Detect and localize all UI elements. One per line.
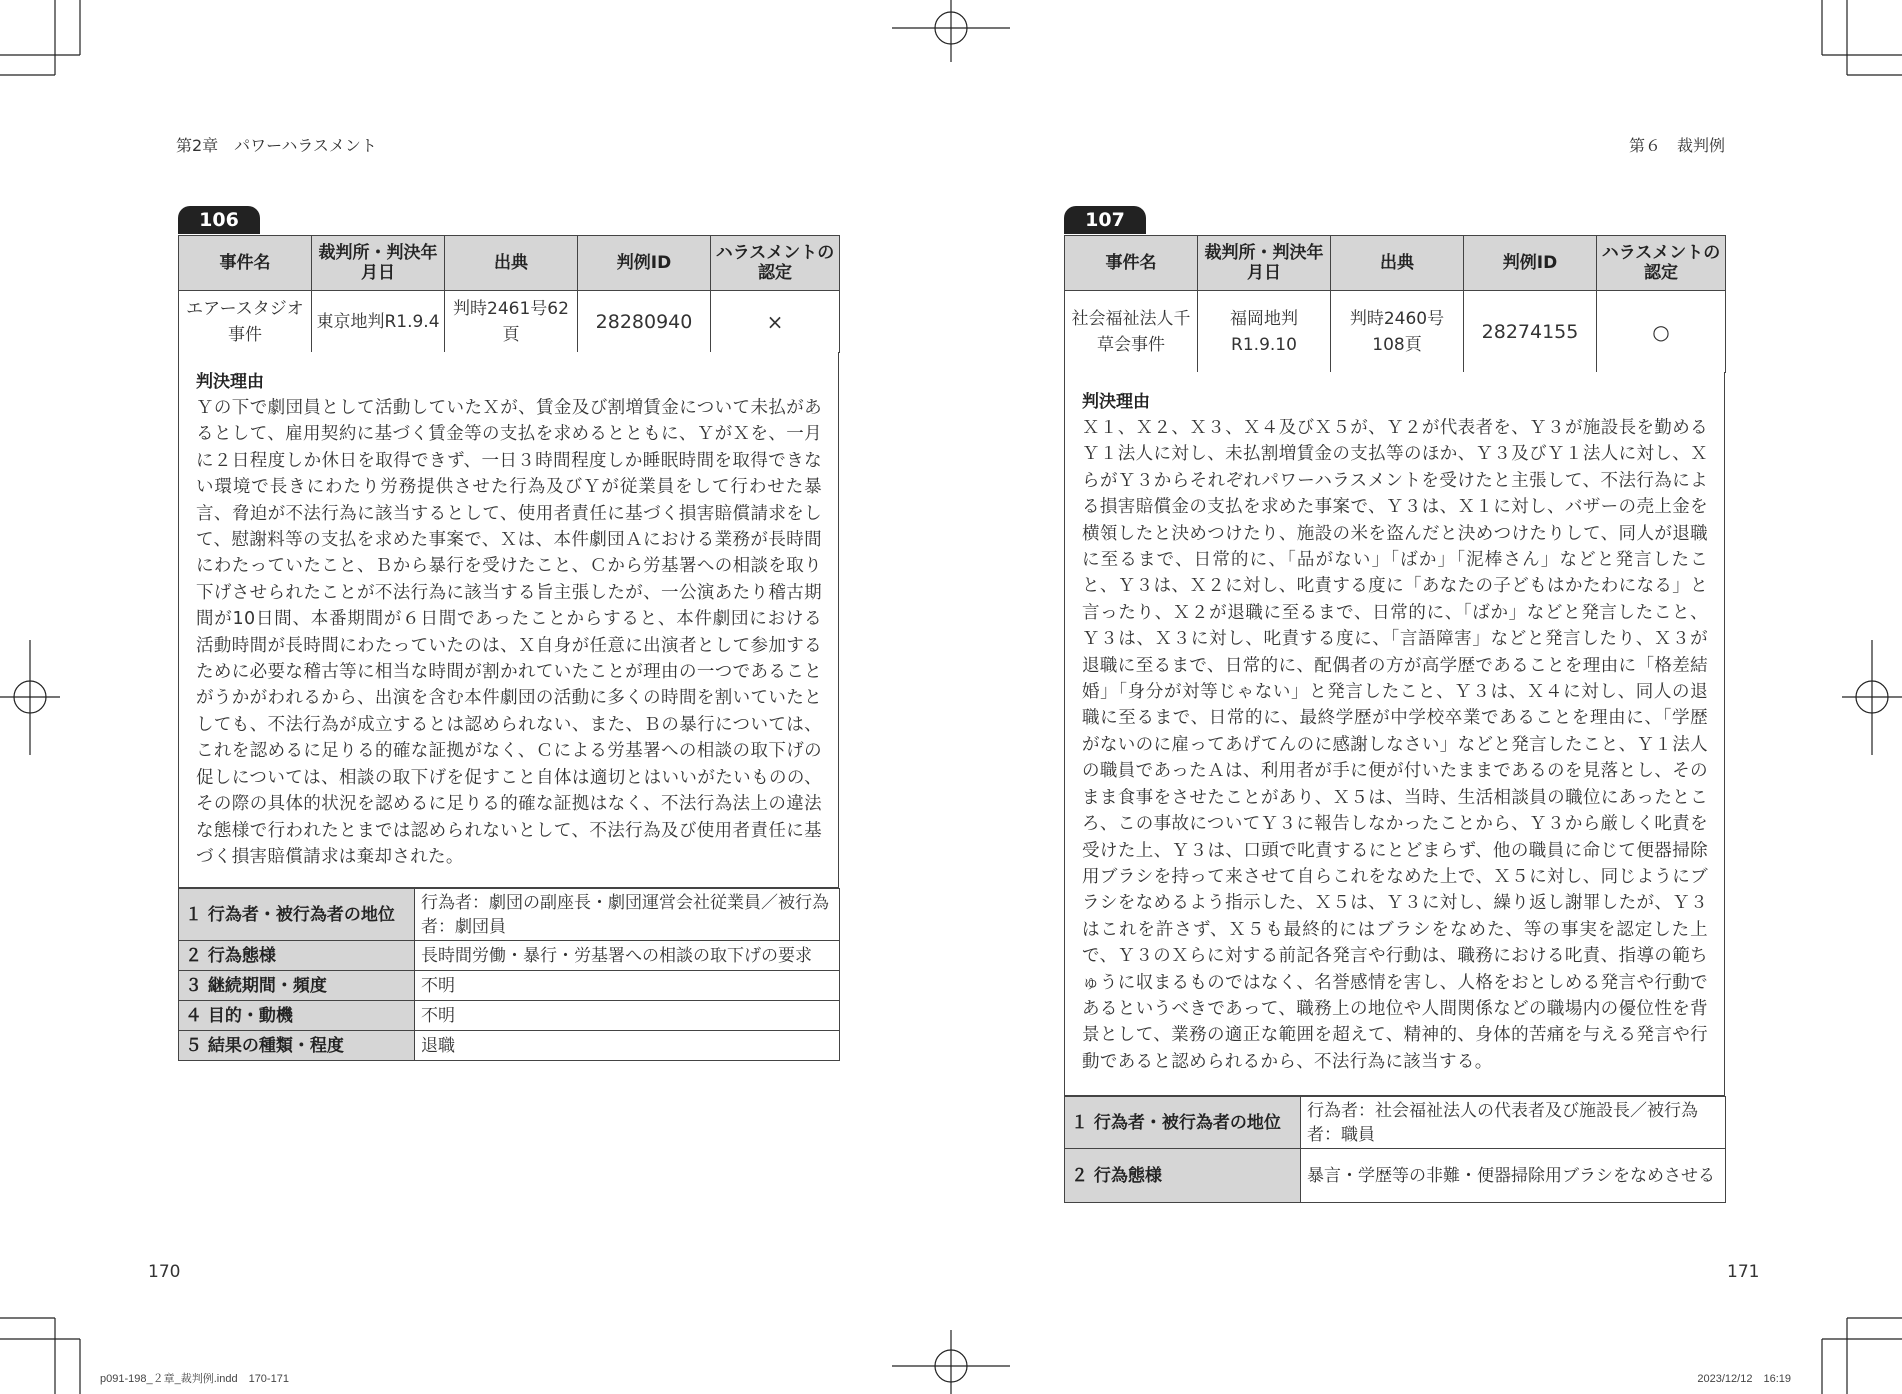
value-source: 判時2461号62頁	[445, 291, 578, 353]
left-page-number: 170	[148, 1262, 181, 1282]
header-case-id: 判例ID	[578, 236, 711, 291]
value-court-date: 福岡地判R1.9.10	[1198, 291, 1331, 373]
attr-value-conduct: 暴言・学歴等の非難・便器掃除用ブラシをなめさせる	[1301, 1149, 1726, 1203]
judgment-reason-text: Ｙの下で劇団員として活動していたＸが、賃金及び割増賃金について未払があるとして、雇用契約に基づく賃金等の支払を求めるとともに、ＹがＸを、一月に２日程度しか休日を取得できず、一日３時間程度しか睡眠時間を取得できない環境で長きにわたり労務提供させた行為及びＹが従業員をして行わせた暴言、脅迫が不法行為に該当するとして、使用者責任に基づく損害賠償請求をして、慰謝料等の支払を求めた事案で、Ｘは、本件劇団Ａにおける業務が長時間にわたっていたこと、Ｂから暴行を受けたこと、Ｃから労基署への相談を取り下げさせられたことが不法行為に該当する旨主張したが、一公演あたり稽古期間が10日間、本番期間が６日間であったことからすると、本件劇団における活動時間が長時間にわたっていたのは、Ｘ自身が任意に出演者として参加するために必要な稽古等に相当な時間が割かれていたことが理由の一つであることがうかがわれるから、出演を含む本件劇団の活動に多くの時間を割いていたとしても、不法行為が成立するとは認められない、また、Ｂの暴行については、これを認めるに足りる的確な証拠がなく、Ｃによる労基署への相談の取下げの促しについては、相談の取下げを促すこと自体は適切とはいいがたいものの、その際の具体的状況を認めるに足りる的確な証拠はなく、不法行為法上の違法な態様で行われたとまでは認められないとして、不法行為及び使用者責任に基づく損害賠償請求は棄却された。	[196, 398, 822, 867]
case-meta-table	[178, 235, 840, 353]
value-court-date: 東京地判R1.9.4	[312, 291, 445, 353]
attr-value-duration: 不明	[415, 971, 840, 1001]
value-case-name: 社会福祉法人千草会事件	[1065, 291, 1198, 373]
header-case-id: 判例ID	[1464, 236, 1597, 291]
header-harassment-recognition: ハラスメントの認定	[1597, 236, 1726, 291]
attr-value-status: 行為者：社会福祉法人の代表者及び施設長／被行為者：職員	[1301, 1097, 1726, 1149]
header-harassment-recognition: ハラスメントの認定	[711, 236, 840, 291]
header-source: 出典	[445, 236, 578, 291]
judgment-reason-box	[178, 352, 839, 888]
attr-key-status: １ 行為者・被行為者の地位	[1065, 1097, 1301, 1149]
judgment-reason-title: 判決理由	[1082, 392, 1150, 412]
attr-key-status: １ 行為者・被行為者の地位	[179, 889, 415, 941]
attr-value-conduct: 長時間労働・暴行・労基署への相談の取下げの要求	[415, 941, 840, 971]
right-page-number: 171	[1727, 1262, 1760, 1282]
attr-value-result: 退職	[415, 1031, 840, 1061]
judgment-reason-text: Ｘ１、Ｘ２、Ｘ３、Ｘ４及びＸ５が、Ｙ２が代表者を、Ｙ３が施設長を勤めるＹ１法人に対し、未払割増賃金の支払等のほか、Ｙ３及びＹ１法人に対し、ＸらがＹ３からそれぞれパワーハラスメントを受けたと主張して、不法行為による損害賠償金の支払を求めた事案で、Ｙ３は、Ｘ１に対し、バザーの売上金を横領したと決めつけたり、施設の米を盗んだと決めつけたりして、同人が退職に至るまで、日常的に、「品がない」「ばか」「泥棒さん」などと発言したこと、Ｙ３は、Ｘ２に対し、叱責する度に「あなたの子どもはかたわになる」と言ったり、Ｘ２が退職に至るまで、日常的に、「ばか」などと発言したこと、Ｙ３は、Ｘ３に対し、叱責する度に、「言語障害」などと発言したり、Ｘ３が退職に至るまで、日常的に、配偶者の方が高学歴であることを理由に「格差結婚」「身分が対等じゃない」と発言したこと、Ｙ３は、Ｘ４に対し、同人の退職に至るまで、日常的に、最終学歴が中学校卒業であることを理由に、「学歴がないのに雇ってあげてんのに感謝しなさい」などと発言したこと、Ｙ１法人の職員であったＡは、利用者が手に便が付いたままであるのを見落とし、そのまま食事をさせたことがあり、Ｘ５は、当時、生活相談員の職位にあったところ、この事故についてＹ３に報告しなかったことから、Ｙ３から厳しく叱責を受けた上、Ｙ３は、口頭で叱責するにとどまらず、他の職員に命じて便器掃除用ブラシを持って来させて自らこれをなめた上で、Ｘ５に対し、同じようにブラシをなめるよう指示した、Ｘ５は、Ｙ３に対し、繰り返し謝罪したが、Ｙ３はこれを許さず、Ｘ５も最終的にはブラシをなめた、等の事実を認定した上で、Ｙ３のＸらに対する前記各発言や行動は、職務における叱責、指導の範ちゅうに収まるものではなく、名誉感情を害し、人格をおとしめる発言や行動であるというべきであって、職務上の地位や人間関係などの職場内の優位性を背景として、業務の適正な範囲を超えて、精神的、身体的苦痛を与える発言や行動であると認められるから、不法行為に該当する。	[1082, 418, 1708, 1072]
case-attributes-table	[1064, 1096, 1726, 1203]
value-case-id: 28274155	[1464, 291, 1597, 373]
attr-key-duration: ３ 継続期間・頻度	[179, 971, 415, 1001]
footer-timestamp: 2023/12/12 16:19	[1697, 1373, 1791, 1385]
attr-key-conduct: ２ 行為態様	[179, 941, 415, 971]
header-court-date: 裁判所・判決年月日	[312, 236, 445, 291]
section-header: 第６ 裁判例	[1628, 136, 1725, 155]
judgment-reason-title: 判決理由	[196, 372, 264, 392]
value-case-name: エアースタジオ事件	[179, 291, 312, 353]
judgment-reason-box	[1064, 372, 1725, 1096]
value-source: 判時2460号108頁	[1331, 291, 1464, 373]
case-number-tab: 107	[1064, 206, 1146, 234]
attr-key-result: ５ 結果の種類・程度	[179, 1031, 415, 1061]
value-case-id: 28280940	[578, 291, 711, 353]
header-source: 出典	[1331, 236, 1464, 291]
attr-key-motive: ４ 目的・動機	[179, 1001, 415, 1031]
attr-key-conduct: ２ 行為態様	[1065, 1149, 1301, 1203]
attr-value-motive: 不明	[415, 1001, 840, 1031]
case-attributes-table	[178, 888, 840, 1061]
value-harassment-recognition: ×	[711, 291, 840, 353]
chapter-header: 第2章 パワーハラスメント	[176, 136, 377, 155]
case-number-tab: 106	[178, 206, 260, 234]
attr-value-status: 行為者：劇団の副座長・劇団運営会社従業員／被行為者：劇団員	[415, 889, 840, 941]
footer-file-info: p091-198_２章_裁判例.indd 170-171	[100, 1373, 289, 1385]
header-court-date: 裁判所・判決年月日	[1198, 236, 1331, 291]
header-case-name: 事件名	[179, 236, 312, 291]
value-harassment-recognition: ○	[1597, 291, 1726, 373]
header-case-name: 事件名	[1065, 236, 1198, 291]
case-meta-table	[1064, 235, 1726, 373]
